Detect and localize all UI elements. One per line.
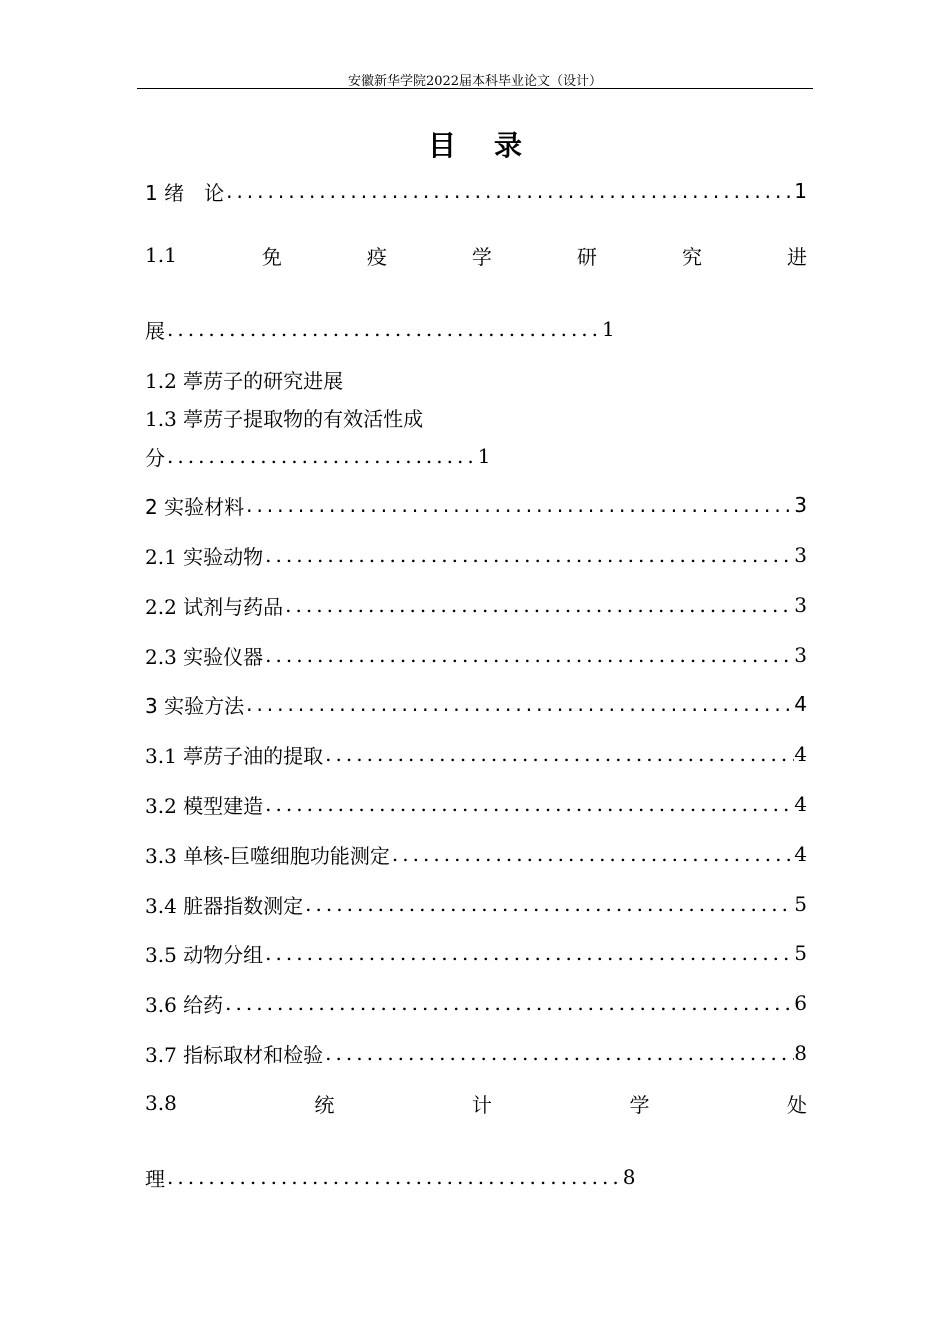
toc-leader-dots <box>392 842 794 866</box>
toc-leader-dots <box>265 643 794 667</box>
toc-leader-dots: .......................................... <box>167 317 603 341</box>
toc-entry-2-1[interactable] <box>145 540 807 570</box>
toc-entry-label: 1.3 葶苈子提取物的有效活性成 <box>145 406 424 431</box>
toc-entry-page: 3 <box>794 543 807 567</box>
toc-entry-char: 统 <box>314 1092 335 1117</box>
toc-leader-dots <box>285 593 794 617</box>
toc-leader-dots: ............................................ <box>167 1165 623 1189</box>
toc-leader-dots <box>246 493 794 517</box>
toc-entry-2-3[interactable] <box>145 640 807 670</box>
toc-entry-char: 3.8 <box>145 1091 177 1115</box>
toc-entry-2[interactable] <box>145 490 807 520</box>
toc-entry-char: 1.1 <box>145 243 177 267</box>
toc-entry-1-1[interactable] <box>145 240 807 270</box>
toc-entry-3-8[interactable] <box>145 1088 807 1118</box>
toc-entry-page: 3 <box>794 643 807 667</box>
toc-entry-char: 计 <box>471 1092 492 1117</box>
toc-entry-char: 究 <box>681 244 702 269</box>
toc-entry-3-3[interactable] <box>145 839 807 869</box>
toc-leader-dots <box>325 1041 794 1065</box>
toc-leader-dots <box>265 941 794 965</box>
toc-entry-char: 进 <box>787 244 807 269</box>
running-header: 安徽新华学院2022届本科毕业论文（设计） <box>347 74 603 89</box>
toc-leader-dots <box>225 991 794 1015</box>
toc-entry-char: 处 <box>787 1092 807 1117</box>
toc-entry-char: 疫 <box>366 244 387 269</box>
toc-entry-3-5[interactable] <box>145 938 807 968</box>
toc-entry-label: 1.2 葶苈子的研究进展 <box>145 368 344 393</box>
toc-entry-3-2[interactable] <box>145 789 807 819</box>
toc-entry-page: 1 <box>602 317 615 341</box>
toc-entry-page: 8 <box>622 1165 636 1189</box>
toc-entry-char: 学 <box>471 244 492 269</box>
toc-leader-dots <box>305 892 794 916</box>
toc-entry-page: 4 <box>794 742 807 766</box>
toc-entry-page: 5 <box>794 941 807 965</box>
toc-entry-2-2[interactable] <box>145 590 807 620</box>
toc-entry-char: 研 <box>576 244 597 269</box>
toc-leader-dots <box>325 742 794 766</box>
toc-entry-tail: 分 <box>145 445 165 470</box>
toc-leader-dots <box>265 792 794 816</box>
toc-entry-label: 2.1 实验动物 <box>145 544 264 569</box>
toc-entry-page: 3 <box>794 593 807 617</box>
toc-entry-label: 3.5 动物分组 <box>145 942 264 967</box>
toc-entry-3-8-continued[interactable] <box>145 1162 635 1192</box>
toc-entry-1[interactable] <box>145 176 807 206</box>
toc-entry-label: 3.4 脏器指数测定 <box>145 893 304 918</box>
toc-entry-page: 1 <box>794 179 807 203</box>
toc-entry-label: 3.7 指标取材和检验 <box>145 1042 324 1067</box>
toc-entry-label: 3.1 葶苈子油的提取 <box>145 743 324 768</box>
toc-entry-page: 1 <box>477 444 491 468</box>
toc-entry-1-3[interactable] <box>145 402 423 432</box>
toc-entry-page: 4 <box>794 692 807 716</box>
toc-entry-label: 3.3 单核-巨噬细胞功能测定 <box>145 843 390 868</box>
toc-entry-tail: 理 <box>145 1166 165 1191</box>
toc-leader-dots <box>246 692 794 716</box>
toc-entry-label: 3.2 模型建造 <box>145 793 264 818</box>
toc-entry-char: 学 <box>629 1092 650 1117</box>
toc-entry-3-7[interactable] <box>145 1038 807 1068</box>
toc-entry-label: 3 实验方法 <box>145 693 245 718</box>
toc-leader-dots: .............................. <box>167 444 478 468</box>
toc-entry-page: 4 <box>794 792 807 816</box>
toc-entry-label: 1 绪 论 <box>145 180 225 205</box>
toc-leader-dots <box>265 543 794 567</box>
toc-entry-3-6[interactable] <box>145 988 807 1018</box>
toc-entry-page: 4 <box>794 842 807 866</box>
toc-entry-char: 免 <box>261 244 282 269</box>
toc-entry-label: 2.3 实验仪器 <box>145 644 264 669</box>
toc-leader-dots <box>226 179 794 203</box>
toc-entry-1-1-continued[interactable] <box>145 314 615 344</box>
toc-entry-tail: 展 <box>145 318 165 343</box>
toc-entry-3-4[interactable] <box>145 889 807 919</box>
toc-entry-page: 6 <box>794 991 807 1015</box>
toc-title: 目录 <box>427 129 560 162</box>
toc-entry-3-1[interactable] <box>145 739 807 769</box>
toc-entry-label: 2 实验材料 <box>145 494 245 519</box>
toc-entry-3[interactable] <box>145 689 807 719</box>
toc-entry-page: 8 <box>794 1041 807 1065</box>
toc-entry-1-2[interactable] <box>145 364 343 394</box>
toc-entry-label: 3.6 给药 <box>145 992 224 1017</box>
toc-entry-page: 3 <box>794 493 807 517</box>
header-rule <box>137 88 813 89</box>
toc-entry-1-3-continued[interactable] <box>145 441 490 471</box>
toc-entry-page: 5 <box>794 892 807 916</box>
toc-entry-label: 2.2 试剂与药品 <box>145 594 284 619</box>
